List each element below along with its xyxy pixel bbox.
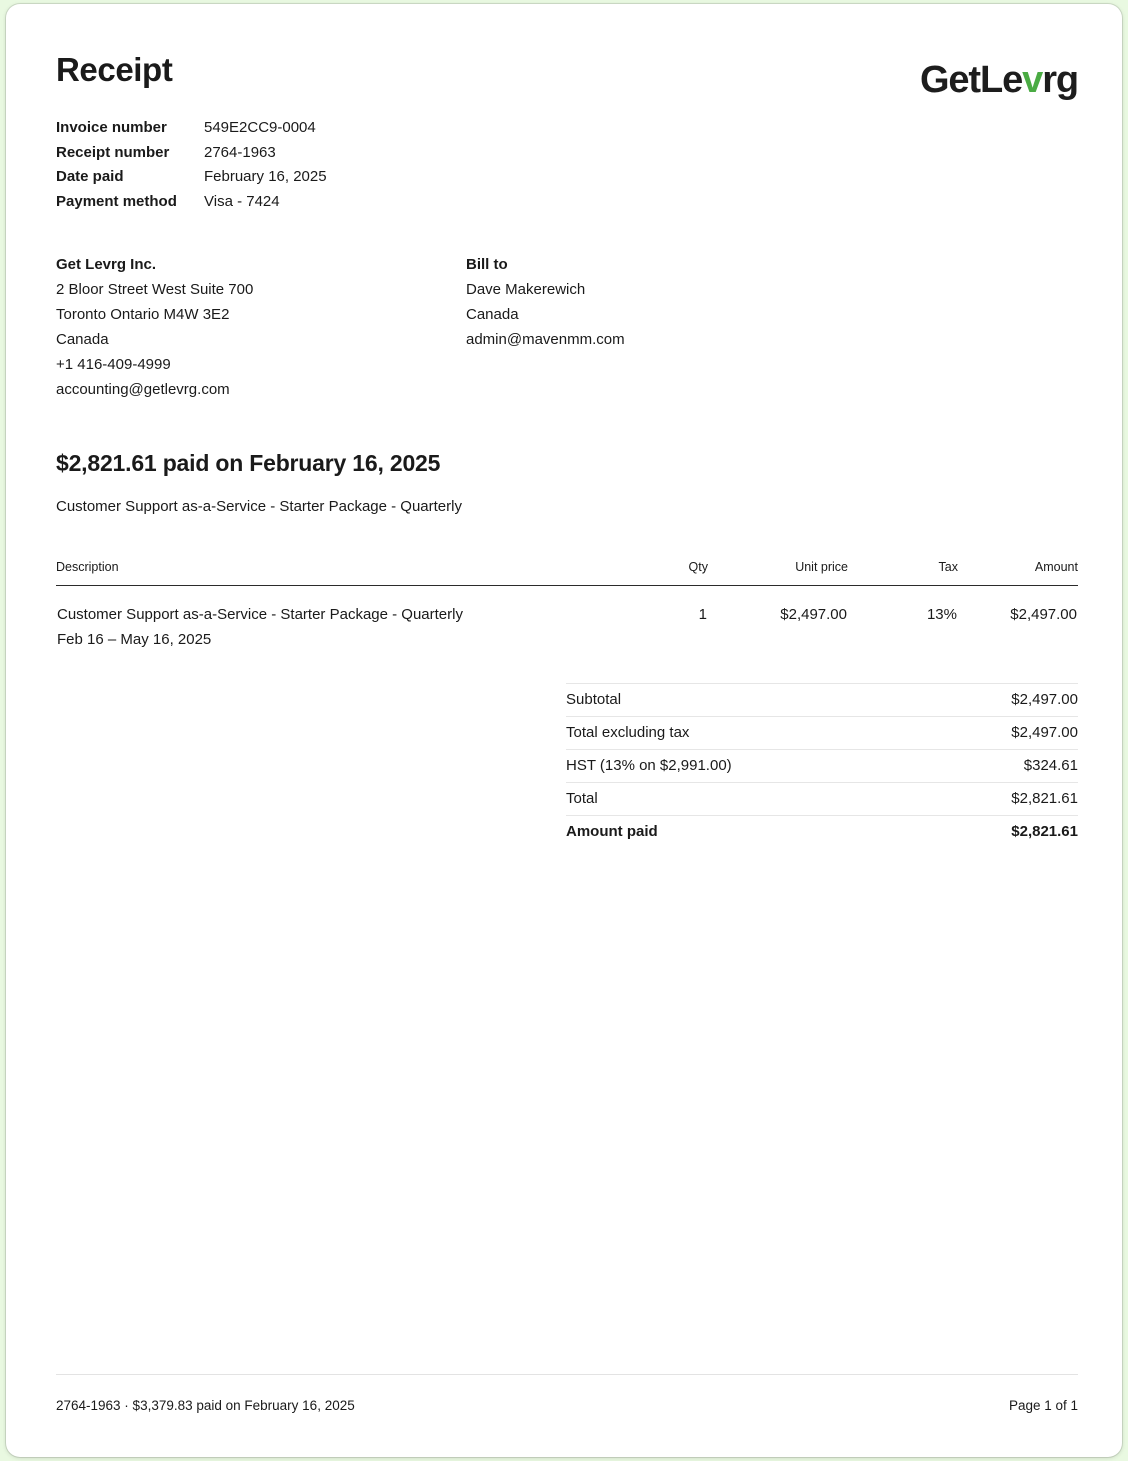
totals-row-subtotal bbox=[566, 684, 1078, 717]
bill-to-block bbox=[466, 252, 876, 402]
column-header-description: Description bbox=[56, 560, 613, 586]
meta-label-receipt-number: Receipt number bbox=[56, 143, 170, 161]
totals-table bbox=[566, 683, 1078, 848]
meta-value-date-paid: February 16, 2025 bbox=[204, 168, 327, 185]
totals-label-subtotal: Subtotal bbox=[566, 684, 931, 717]
totals-row-hst bbox=[566, 750, 1078, 783]
line-items-body bbox=[56, 586, 1078, 654]
meta-label-invoice-number: Invoice number bbox=[56, 119, 167, 136]
brand-logo bbox=[920, 61, 1078, 99]
seller-email: accounting@getlevrg.com bbox=[56, 381, 230, 398]
totals-value-hst: $324.61 bbox=[931, 750, 1078, 783]
totals-value-amount-paid: $2,821.61 bbox=[931, 816, 1078, 849]
footer-page-number: Page 1 of 1 bbox=[1008, 1398, 1078, 1413]
line-item-qty: 1 bbox=[698, 606, 707, 624]
line-items-header-row bbox=[56, 560, 1078, 586]
bill-to-email: admin@mavenmm.com bbox=[466, 331, 625, 348]
paid-description: Customer Support as-a-Service - Starter Package - Quarterly bbox=[56, 497, 462, 515]
totals-value-total-excluding-tax: $2,497.00 bbox=[931, 717, 1078, 750]
totals-value-total: $2,821.61 bbox=[931, 783, 1078, 816]
meta-label-payment-method: Payment method bbox=[56, 192, 177, 210]
footer-row bbox=[56, 1398, 1078, 1413]
meta-label-date-paid: Date paid bbox=[56, 168, 124, 185]
bill-to-name: Dave Makerewich bbox=[466, 281, 586, 298]
table-row bbox=[56, 586, 1078, 654]
page-title: Receipt bbox=[56, 51, 173, 88]
line-items-table bbox=[56, 560, 1078, 653]
seller-address-line-3: Canada bbox=[56, 331, 109, 348]
totals-label-hst: HST (13% on $2,991.00) bbox=[566, 750, 931, 783]
paid-summary bbox=[56, 450, 1078, 516]
bill-to-heading: Bill to bbox=[466, 256, 508, 273]
meta-row-payment-method bbox=[56, 190, 1078, 215]
column-header-unit-price: Unit price bbox=[708, 560, 848, 586]
totals-label-total-excluding-tax: Total excluding tax bbox=[566, 717, 931, 750]
seller-address-line-2: Toronto Ontario M4W 3E2 bbox=[56, 306, 230, 323]
footer-divider bbox=[56, 1374, 1078, 1375]
line-item-amount: $2,497.00 bbox=[1010, 606, 1077, 624]
receipt-footer bbox=[56, 1374, 1078, 1413]
meta-value-receipt-number: 2764-1963 bbox=[204, 143, 276, 161]
column-header-qty: Qty bbox=[613, 560, 708, 586]
receipt-content bbox=[56, 4, 1078, 1457]
line-item-tax: 13% bbox=[926, 606, 957, 624]
meta-value-payment-method: Visa - 7424 bbox=[204, 192, 280, 210]
seller-address-line-1: 2 Bloor Street West Suite 700 bbox=[56, 281, 254, 298]
seller-address-block bbox=[56, 252, 466, 402]
receipt-meta-list bbox=[56, 116, 1078, 214]
totals-value-subtotal: $2,497.00 bbox=[931, 684, 1078, 717]
totals-row-amount-paid bbox=[566, 816, 1078, 849]
line-item-description: Customer Support as-a-Service - Starter Package - Quarterly bbox=[57, 606, 463, 624]
receipt-header bbox=[56, 4, 1078, 214]
footer-receipt-summary: 2764-1963 · $3,379.83 paid on February 16, 2025 bbox=[56, 1398, 355, 1413]
seller-phone: +1 416-409-4999 bbox=[56, 356, 171, 373]
brand-logo-prefix: GetLe bbox=[919, 59, 1023, 101]
totals-row-total-excluding-tax bbox=[566, 717, 1078, 750]
column-header-tax: Tax bbox=[848, 560, 958, 586]
meta-row-invoice-number bbox=[56, 116, 1078, 141]
line-item-period: Feb 16 – May 16, 2025 bbox=[57, 631, 212, 649]
meta-value-invoice-number: 549E2CC9-0004 bbox=[204, 119, 316, 136]
bill-to-country: Canada bbox=[466, 306, 519, 323]
totals-body bbox=[566, 684, 1078, 849]
totals-label-amount-paid: Amount paid bbox=[566, 816, 931, 849]
line-items-header bbox=[56, 560, 1078, 586]
address-section bbox=[56, 252, 1078, 402]
brand-logo-accent-letter: v bbox=[1022, 59, 1043, 101]
column-header-amount: Amount bbox=[958, 560, 1078, 586]
brand-logo-suffix: rg bbox=[1042, 59, 1078, 101]
meta-row-date-paid bbox=[56, 165, 1078, 190]
receipt-page bbox=[6, 4, 1122, 1457]
line-item-description-cell bbox=[56, 586, 613, 654]
meta-row-receipt-number bbox=[56, 141, 1078, 166]
paid-headline: $2,821.61 paid on February 16, 2025 bbox=[56, 450, 441, 476]
totals-label-total: Total bbox=[566, 783, 931, 816]
line-item-unit-price: $2,497.00 bbox=[780, 606, 847, 624]
totals-row-total bbox=[566, 783, 1078, 816]
seller-name: Get Levrg Inc. bbox=[56, 256, 157, 273]
